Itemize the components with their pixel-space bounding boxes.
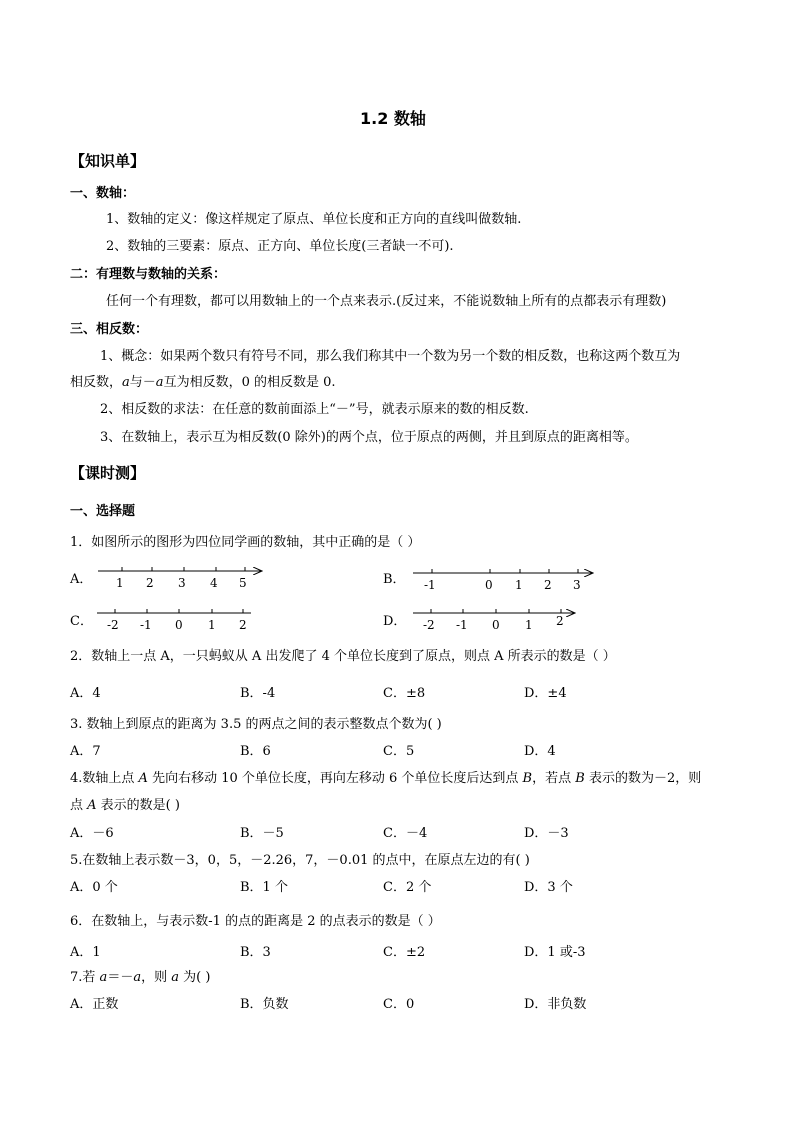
variable-a: a — [171, 970, 179, 985]
tick-label: -1 — [140, 618, 152, 632]
point-a: A — [87, 798, 97, 813]
q6-option-a: A．1 — [70, 945, 101, 960]
tick-label: 0 — [492, 618, 500, 632]
question-7-stem — [70, 966, 210, 985]
q5-option-a: A．0 个 — [70, 880, 118, 895]
tick-label: 3 — [178, 576, 186, 590]
q3-option-d: D．4 — [524, 744, 556, 759]
q1-option-d-number-line — [405, 604, 590, 644]
question-2-stem: 2．数轴上一点 A，一只蚂蚁从 A 出发爬了 4 个单位长度到了原点，则点 A 所表示的数是（ ） — [70, 649, 616, 664]
tick-label: 0 — [485, 578, 493, 592]
q1-option-b-label: B． — [383, 572, 406, 587]
paragraph — [70, 371, 336, 390]
q5-option-b: B．1 个 — [240, 880, 288, 895]
text: ＝－ — [107, 970, 134, 985]
tick-label: 2 — [146, 576, 154, 590]
q7-option-b: B．负数 — [240, 997, 289, 1012]
question-6-stem: 6．在数轴上，与表示数-1 的点的距离是 2 的点表示的数是（ ） — [70, 914, 441, 929]
text: 7.若 — [70, 970, 100, 985]
section-heading-choice: 一、选择题 — [70, 504, 136, 519]
variable-a: a — [155, 375, 164, 390]
tick-label: -2 — [423, 618, 435, 632]
tick-label: 0 — [175, 618, 183, 632]
page-title: 1.2 数轴 — [360, 109, 426, 128]
tick-label: 1 — [515, 578, 523, 592]
point-b: B — [522, 771, 533, 786]
section-heading-number-line: 一、数轴： — [70, 186, 136, 201]
tick-label: 2 — [544, 578, 552, 592]
variable-a: a — [133, 970, 142, 985]
q7-option-d: D．非负数 — [524, 997, 587, 1012]
knowledge-header: 【知识单】 — [70, 152, 146, 170]
q1-option-a-label: A． — [70, 572, 93, 587]
question-4-stem-line-2 — [70, 794, 180, 813]
paragraph: 任何一个有理数，都可以用数轴上的一个点来表示.(反过来，不能说数轴上所有的点都表示有理数) — [106, 294, 667, 309]
variable-a: a — [122, 375, 130, 390]
test-header: 【课时测】 — [70, 464, 146, 482]
text: 与－ — [129, 375, 156, 390]
q1-option-d-label: D． — [383, 614, 407, 629]
q4-option-d: D．－3 — [524, 826, 569, 841]
tick-label: -1 — [424, 578, 436, 592]
q6-option-c: C．±2 — [383, 945, 426, 960]
q7-option-a: A．正数 — [70, 997, 119, 1012]
text: 先向右移动 10 个单位长度，再向左移动 6 个单位长度后达到点 — [147, 771, 523, 786]
paragraph: 1、数轴的定义：像这样规定了原点、单位长度和正方向的直线叫做数轴. — [106, 212, 522, 227]
tick-label: 4 — [210, 576, 218, 590]
q1-option-a-number-line — [90, 560, 275, 600]
q6-option-d: D．1 或-3 — [524, 945, 586, 960]
paragraph: 2、相反数的求法：在任意的数前面添上“－”号，就表示原来的数的相反数. — [100, 402, 529, 417]
text: ，则 — [141, 970, 172, 985]
q1-option-c-label: C． — [70, 614, 93, 629]
text: ，若点 — [532, 771, 576, 786]
q1-option-b-number-line — [405, 560, 605, 600]
section-heading-opposite: 三、相反数： — [70, 322, 149, 337]
paragraph: 2、数轴的三要素：原点、正方向、单位长度(三者缺一不可). — [106, 239, 454, 254]
q4-option-c: C．－4 — [383, 826, 428, 841]
paragraph: 3、在数轴上，表示互为相反数(0 除外)的两个点，位于原点的两侧，并且到原点的距离相等。 — [100, 430, 638, 445]
variable-a: a — [99, 970, 108, 985]
tick-label: 5 — [239, 576, 247, 590]
tick-label: 1 — [525, 618, 533, 632]
q2-option-c: C．±8 — [383, 686, 426, 701]
q3-option-b: B．6 — [240, 744, 271, 759]
text: 互为相反数，0 的相反数是 0. — [163, 375, 336, 390]
q2-option-d: D．±4 — [524, 686, 567, 701]
question-4-stem-line-1 — [70, 767, 701, 786]
q2-option-b: B．-4 — [240, 686, 276, 701]
q1-option-c-number-line — [95, 604, 260, 644]
question-1-stem: 1．如图所示的图形为四位同学画的数轴，其中正确的是（ ） — [70, 535, 421, 550]
point-b: B — [575, 771, 585, 786]
section-heading-rational: 二：有理数与数轴的关系： — [70, 267, 227, 282]
text: 相反数， — [70, 375, 123, 390]
paragraph: 1、概念：如果两个数只有符号不同，那么我们称其中一个数为另一个数的相反数，也称这两个数互为 — [100, 349, 681, 364]
question-5-stem: 5.在数轴上表示数－3，0，5，－2.26，7，－0.01 的点中，在原点左边的有( ) — [70, 853, 530, 868]
q4-option-a: A．－6 — [70, 826, 114, 841]
tick-label: 1 — [116, 576, 124, 590]
q5-option-c: C．2 个 — [383, 880, 432, 895]
question-3-stem: 3. 数轴上到原点的距离为 3.5 的两点之间的表示整数点个数为( ) — [70, 717, 442, 732]
q7-option-c: C．0 — [383, 997, 415, 1012]
q5-option-d: D．3 个 — [524, 880, 573, 895]
q2-option-a: A．4 — [70, 686, 101, 701]
tick-label: 3 — [573, 578, 581, 592]
q6-option-b: B．3 — [240, 945, 271, 960]
tick-label: -1 — [456, 618, 468, 632]
text: 4.数轴上点 — [70, 771, 139, 786]
tick-label: 2 — [239, 618, 247, 632]
text: 为( ) — [179, 970, 211, 985]
q3-option-a: A．7 — [70, 744, 101, 759]
q4-option-b: B．－5 — [240, 826, 284, 841]
tick-label: -2 — [107, 618, 119, 632]
tick-label: 1 — [208, 618, 216, 632]
text: 表示的数为－2，则 — [584, 771, 702, 786]
point-a: A — [138, 771, 148, 786]
q3-option-c: C．5 — [383, 744, 415, 759]
text: 表示的数是( ) — [96, 798, 180, 813]
text: 点 — [70, 798, 88, 813]
tick-label: 2 — [556, 614, 564, 628]
